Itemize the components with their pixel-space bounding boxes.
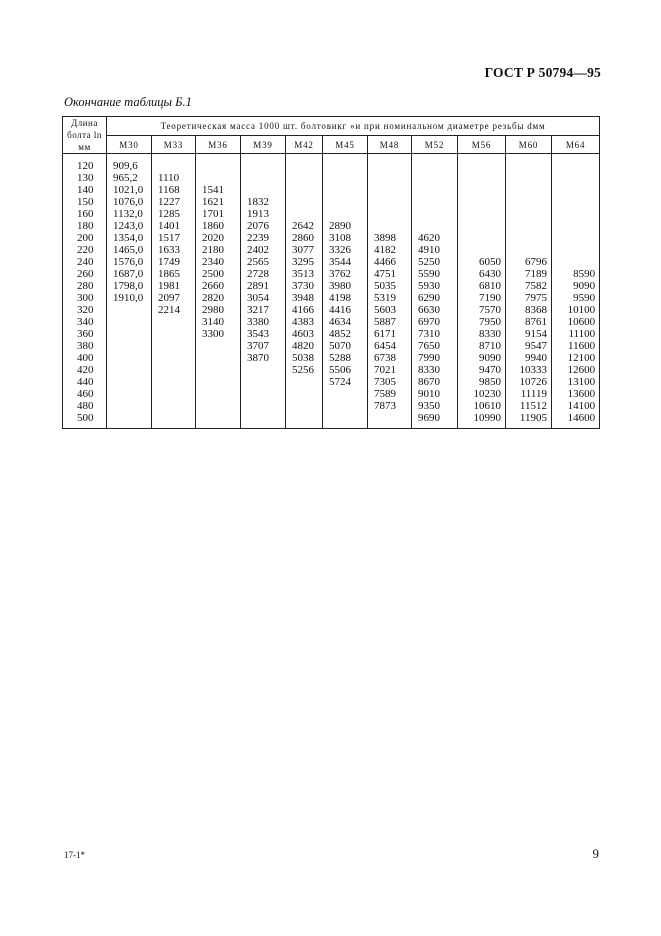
standard-number: ГОСТ Р 50794—95 xyxy=(484,65,601,80)
mass-value xyxy=(241,172,285,184)
mass-value xyxy=(286,412,322,424)
mass-value xyxy=(152,376,195,388)
mass-value: 3140 xyxy=(202,316,224,328)
mass-value: 3980 xyxy=(329,280,351,292)
mass-value xyxy=(552,172,599,184)
mass-value: 9010 xyxy=(418,388,440,400)
mass-value xyxy=(286,400,322,412)
mass-value xyxy=(286,196,322,208)
mass-value xyxy=(458,208,505,220)
mass-value xyxy=(286,388,322,400)
mass-value: 3295 xyxy=(292,256,314,268)
mass-value: 10100 xyxy=(567,304,596,316)
mass-value: 8761 xyxy=(525,316,547,328)
mass-value: 1465,0 xyxy=(113,244,144,256)
mass-value xyxy=(368,412,411,424)
mass-value: 9590 xyxy=(573,292,596,304)
mass-value: 4603 xyxy=(292,328,314,340)
mass-value: 5506 xyxy=(329,364,351,376)
mass-value xyxy=(552,160,599,172)
diameter-header-м36: М36 xyxy=(196,136,241,154)
mass-value: 1285 xyxy=(158,208,180,220)
mass-value xyxy=(506,184,551,196)
mass-value xyxy=(196,352,240,364)
mass-value: 1832 xyxy=(247,196,269,208)
mass-value xyxy=(241,412,285,424)
mass-value xyxy=(412,220,457,232)
length-header xyxy=(63,117,107,154)
mass-value: 7589 xyxy=(374,388,396,400)
mass-value: 4198 xyxy=(329,292,351,304)
mass-value xyxy=(368,184,411,196)
mass-value xyxy=(152,364,195,376)
mass-value xyxy=(323,400,367,412)
mass-value xyxy=(412,196,457,208)
mass-value: 9090 xyxy=(479,352,501,364)
mass-value: 2660 xyxy=(202,280,224,292)
mass-value: 1798,0 xyxy=(113,280,144,292)
mass-value xyxy=(241,388,285,400)
mass-value xyxy=(323,160,367,172)
mass-value xyxy=(458,232,505,244)
mass-value xyxy=(412,184,457,196)
length-value: 460 xyxy=(77,388,94,400)
mass-value: 9690 xyxy=(418,412,440,424)
mass-value: 4910 xyxy=(418,244,440,256)
mass-value xyxy=(458,172,505,184)
mass-value: 965,2 xyxy=(113,172,138,184)
mass-value xyxy=(458,160,505,172)
mass-value xyxy=(241,376,285,388)
mass-value: 2180 xyxy=(202,244,224,256)
mass-value: 7021 xyxy=(374,364,396,376)
mass-value: 1076,0 xyxy=(113,196,144,208)
mass-value: 2820 xyxy=(202,292,224,304)
page-number: 9 xyxy=(592,846,599,861)
mass-value: 1981 xyxy=(158,280,180,292)
length-value: 340 xyxy=(77,316,94,328)
mass-value: 2402 xyxy=(247,244,269,256)
mass-value: 1633 xyxy=(158,244,180,256)
mass-value xyxy=(286,184,322,196)
mass-value xyxy=(196,160,240,172)
mass-value xyxy=(368,220,411,232)
mass-value xyxy=(368,160,411,172)
mass-value: 6454 xyxy=(374,340,396,352)
mass-value: 1110 xyxy=(158,172,180,184)
mass-value: 3544 xyxy=(329,256,351,268)
length-value: 500 xyxy=(77,412,94,424)
length-value: 260 xyxy=(77,268,94,280)
mass-value: 4383 xyxy=(292,316,314,328)
mass-value: 5070 xyxy=(329,340,351,352)
mass-value: 6810 xyxy=(479,280,501,292)
length-value: 320 xyxy=(77,304,94,316)
mass-value xyxy=(152,160,195,172)
mass-value: 1227 xyxy=(158,196,180,208)
mass-value xyxy=(152,328,195,340)
mass-value xyxy=(286,208,322,220)
length-value: 130 xyxy=(77,172,94,184)
length-value: 420 xyxy=(77,364,94,376)
mass-value: 14100 xyxy=(567,400,596,412)
mass-value: 2239 xyxy=(247,232,269,244)
length-value: 360 xyxy=(77,328,94,340)
mass-value: 1701 xyxy=(202,208,224,220)
mass-value xyxy=(506,160,551,172)
mass-value: 1354,0 xyxy=(113,232,144,244)
mass-value xyxy=(506,220,551,232)
mass-value xyxy=(552,208,599,220)
mass-column-м33 xyxy=(152,154,196,429)
mass-value: 7570 xyxy=(479,304,501,316)
mass-value xyxy=(107,340,151,352)
mass-value: 1401 xyxy=(158,220,180,232)
mass-column-м36 xyxy=(196,154,241,429)
mass-value: 9090 xyxy=(573,280,596,292)
mass-value xyxy=(412,208,457,220)
mass-value xyxy=(107,412,151,424)
mass-value: 4182 xyxy=(374,244,396,256)
length-header-line: болта ln xyxy=(67,130,102,140)
mass-value: 6290 xyxy=(418,292,440,304)
mass-value: 5288 xyxy=(329,352,351,364)
mass-value xyxy=(196,340,240,352)
mass-value: 5256 xyxy=(292,364,314,376)
length-value: 240 xyxy=(77,256,94,268)
mass-value: 1749 xyxy=(158,256,180,268)
mass-value xyxy=(107,400,151,412)
mass-value xyxy=(368,172,411,184)
mass-column-м52 xyxy=(412,154,458,429)
mass-value: 3948 xyxy=(292,292,314,304)
mass-value: 11100 xyxy=(568,328,596,340)
mass-value xyxy=(107,304,151,316)
mass-value xyxy=(286,160,322,172)
diameter-header-м64: М64 xyxy=(552,136,600,154)
mass-value: 5590 xyxy=(418,268,440,280)
mass-value xyxy=(323,388,367,400)
mass-value: 2500 xyxy=(202,268,224,280)
mass-value: 8330 xyxy=(479,328,501,340)
mass-value: 1865 xyxy=(158,268,180,280)
mass-value: 7990 xyxy=(418,352,440,364)
mass-value xyxy=(412,160,457,172)
diameter-header-м33: М33 xyxy=(152,136,196,154)
mass-value: 1621 xyxy=(202,196,224,208)
mass-value: 12600 xyxy=(567,364,596,376)
mass-value xyxy=(506,232,551,244)
mass-value: 2891 xyxy=(247,280,269,292)
mass-value xyxy=(196,376,240,388)
length-value: 400 xyxy=(77,352,94,364)
mass-value xyxy=(152,316,195,328)
footer-mark: 17-1* xyxy=(64,850,85,860)
mass-value: 3707 xyxy=(247,340,269,352)
mass-value: 9470 xyxy=(479,364,501,376)
mass-value xyxy=(196,412,240,424)
mass-value xyxy=(506,196,551,208)
mass-value: 909,6 xyxy=(113,160,138,172)
mass-value: 6630 xyxy=(418,304,440,316)
mass-value: 1021,0 xyxy=(113,184,144,196)
mass-value xyxy=(286,376,322,388)
mass-value: 2642 xyxy=(292,220,314,232)
mass-value: 1541 xyxy=(202,184,224,196)
mass-value: 9154 xyxy=(525,328,547,340)
mass-column-м56 xyxy=(458,154,506,429)
mass-value xyxy=(458,220,505,232)
mass-value: 3898 xyxy=(374,232,396,244)
mass-value: 7189 xyxy=(525,268,547,280)
mass-value: 2214 xyxy=(158,304,180,316)
mass-value: 10610 xyxy=(473,400,501,412)
mass-value: 5319 xyxy=(374,292,396,304)
mass-column-м64 xyxy=(552,154,600,429)
mass-value: 5038 xyxy=(292,352,314,364)
mass-value xyxy=(107,328,151,340)
mass-value: 4620 xyxy=(418,232,440,244)
length-value: 140 xyxy=(77,184,94,196)
mass-value xyxy=(552,196,599,208)
mass-value: 3217 xyxy=(247,304,269,316)
length-value: 440 xyxy=(77,376,94,388)
mass-value: 6970 xyxy=(418,316,440,328)
mass-value xyxy=(506,244,551,256)
mass-value: 11119 xyxy=(520,388,547,400)
length-value: 200 xyxy=(77,232,94,244)
length-value: 150 xyxy=(77,196,94,208)
mass-column-м39 xyxy=(241,154,286,429)
mass-value xyxy=(458,244,505,256)
mass-value: 1860 xyxy=(202,220,224,232)
mass-value: 9940 xyxy=(525,352,547,364)
mass-value: 1687,0 xyxy=(113,268,144,280)
diameter-header-м56: М56 xyxy=(458,136,506,154)
length-value: 160 xyxy=(77,208,94,220)
mass-value: 7950 xyxy=(479,316,501,328)
length-value: 220 xyxy=(77,244,94,256)
mass-value: 3380 xyxy=(247,316,269,328)
mass-value: 9547 xyxy=(525,340,547,352)
mass-value xyxy=(152,400,195,412)
mass-value: 6430 xyxy=(479,268,501,280)
mass-value xyxy=(368,196,411,208)
mass-value: 4751 xyxy=(374,268,396,280)
mass-value xyxy=(552,184,599,196)
mass-value: 7650 xyxy=(418,340,440,352)
mass-value: 5930 xyxy=(418,280,440,292)
mass-value: 1913 xyxy=(247,208,269,220)
mass-value: 7975 xyxy=(525,292,547,304)
mass-value: 2890 xyxy=(329,220,351,232)
mass-value: 11512 xyxy=(519,400,547,412)
mass-column-м45 xyxy=(323,154,368,429)
mass-value xyxy=(152,352,195,364)
mass-column-м42 xyxy=(286,154,323,429)
mass-value: 3513 xyxy=(292,268,314,280)
mass-column-м30 xyxy=(107,154,152,429)
mass-value xyxy=(152,340,195,352)
mass-value: 7873 xyxy=(374,400,396,412)
mass-value xyxy=(323,172,367,184)
mass-value: 4166 xyxy=(292,304,314,316)
mass-table xyxy=(62,116,600,429)
diameter-header-м30: М30 xyxy=(107,136,152,154)
mass-value: 4820 xyxy=(292,340,314,352)
mass-value xyxy=(241,160,285,172)
mass-value xyxy=(552,256,599,268)
length-column xyxy=(63,154,107,429)
mass-value: 5035 xyxy=(374,280,396,292)
mass-header: Теоретическая масса 1000 шт. болтовикг »и при номинальном диаметре резьбы dмм xyxy=(107,117,600,136)
mass-value xyxy=(412,172,457,184)
mass-column-м60 xyxy=(506,154,552,429)
mass-value: 4416 xyxy=(329,304,351,316)
mass-value: 1910,0 xyxy=(113,292,144,304)
mass-value: 10990 xyxy=(473,412,501,424)
mass-value xyxy=(506,208,551,220)
mass-value xyxy=(196,364,240,376)
mass-value: 3300 xyxy=(202,328,224,340)
table-body-row xyxy=(63,154,600,429)
mass-value: 2097 xyxy=(158,292,180,304)
mass-value: 3730 xyxy=(292,280,314,292)
length-value: 300 xyxy=(77,292,94,304)
mass-value: 8330 xyxy=(418,364,440,376)
mass-value xyxy=(458,184,505,196)
mass-value: 5603 xyxy=(374,304,396,316)
mass-value: 2728 xyxy=(247,268,269,280)
length-value: 380 xyxy=(77,340,94,352)
mass-value xyxy=(196,172,240,184)
mass-value: 13100 xyxy=(567,376,596,388)
mass-value: 3762 xyxy=(329,268,351,280)
mass-value xyxy=(107,364,151,376)
diameter-header-м52: М52 xyxy=(412,136,458,154)
mass-value: 1132,0 xyxy=(113,208,143,220)
mass-value xyxy=(323,196,367,208)
mass-value: 10726 xyxy=(519,376,547,388)
mass-value xyxy=(323,184,367,196)
mass-value: 8710 xyxy=(479,340,501,352)
mass-value: 2076 xyxy=(247,220,269,232)
mass-value: 5724 xyxy=(329,376,351,388)
mass-value: 9350 xyxy=(418,400,440,412)
length-value: 180 xyxy=(77,220,94,232)
mass-value: 11600 xyxy=(568,340,596,352)
mass-value: 1243,0 xyxy=(113,220,144,232)
length-header-line: Длина xyxy=(71,118,98,128)
mass-value: 6796 xyxy=(525,256,547,268)
mass-value: 13600 xyxy=(567,388,596,400)
mass-value: 5250 xyxy=(418,256,440,268)
mass-value xyxy=(107,352,151,364)
mass-value: 4634 xyxy=(329,316,351,328)
mass-value xyxy=(196,400,240,412)
mass-value: 2020 xyxy=(202,232,224,244)
mass-value xyxy=(241,184,285,196)
mass-value: 8590 xyxy=(573,268,596,280)
mass-value: 5887 xyxy=(374,316,396,328)
mass-value xyxy=(152,412,195,424)
mass-value: 6171 xyxy=(374,328,396,340)
mass-value xyxy=(552,244,599,256)
mass-value: 7190 xyxy=(479,292,501,304)
mass-value: 10230 xyxy=(473,388,501,400)
length-value: 480 xyxy=(77,400,94,412)
mass-value: 4852 xyxy=(329,328,351,340)
mass-value xyxy=(323,208,367,220)
mass-value xyxy=(458,196,505,208)
mass-value xyxy=(196,388,240,400)
mass-value: 11905 xyxy=(519,412,547,424)
mass-value: 1517 xyxy=(158,232,180,244)
mass-value: 7310 xyxy=(418,328,440,340)
mass-value: 7582 xyxy=(525,280,547,292)
mass-value: 3326 xyxy=(329,244,351,256)
mass-value: 8368 xyxy=(525,304,547,316)
mass-column-м48 xyxy=(368,154,412,429)
mass-value: 7305 xyxy=(374,376,396,388)
mass-value: 6050 xyxy=(479,256,501,268)
mass-value xyxy=(241,364,285,376)
mass-value xyxy=(152,388,195,400)
length-value: 280 xyxy=(77,280,94,292)
mass-value xyxy=(368,208,411,220)
table-caption: Окончание таблицы Б.1 xyxy=(64,95,192,109)
mass-value: 2860 xyxy=(292,232,314,244)
diameter-header-м48: М48 xyxy=(368,136,412,154)
mass-value: 14600 xyxy=(567,412,596,424)
mass-value: 12100 xyxy=(567,352,596,364)
diameter-header-м45: М45 xyxy=(323,136,368,154)
mass-value xyxy=(552,220,599,232)
mass-value: 6738 xyxy=(374,352,396,364)
mass-value: 2340 xyxy=(202,256,224,268)
length-value: 120 xyxy=(77,160,94,172)
diameter-header-row xyxy=(63,136,600,154)
mass-value: 10600 xyxy=(567,316,596,328)
mass-value xyxy=(107,376,151,388)
mass-value: 3077 xyxy=(292,244,314,256)
mass-value xyxy=(107,388,151,400)
mass-value xyxy=(323,412,367,424)
mass-value: 3870 xyxy=(247,352,269,364)
diameter-header-м39: М39 xyxy=(241,136,286,154)
mass-value: 9850 xyxy=(479,376,501,388)
diameter-header-м42: М42 xyxy=(286,136,323,154)
mass-value: 4466 xyxy=(374,256,396,268)
mass-value: 1576,0 xyxy=(113,256,144,268)
mass-value: 3054 xyxy=(247,292,269,304)
mass-value: 3543 xyxy=(247,328,269,340)
mass-value xyxy=(506,172,551,184)
mass-value: 10333 xyxy=(519,364,547,376)
length-header-line: мм xyxy=(78,142,91,152)
mass-value xyxy=(107,316,151,328)
mass-value: 2980 xyxy=(202,304,224,316)
mass-value: 1168 xyxy=(158,184,180,196)
mass-value: 2565 xyxy=(247,256,269,268)
mass-value: 3108 xyxy=(329,232,351,244)
mass-value xyxy=(552,232,599,244)
mass-value xyxy=(241,400,285,412)
diameter-header-м60: М60 xyxy=(506,136,552,154)
mass-value: 8670 xyxy=(418,376,440,388)
mass-value xyxy=(286,172,322,184)
